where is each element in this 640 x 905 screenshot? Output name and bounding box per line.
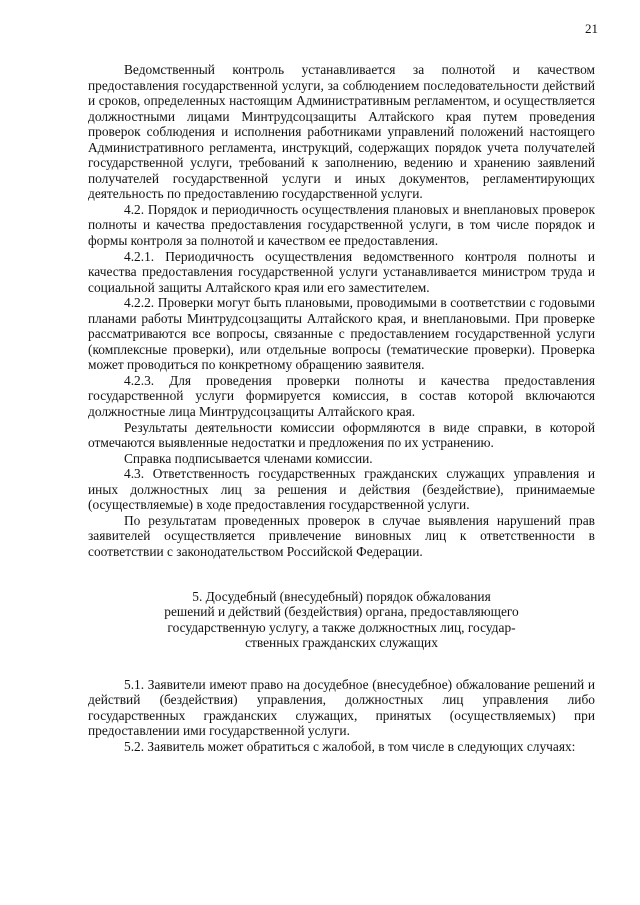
section-title-line: ственных гражданских служащих bbox=[245, 635, 438, 651]
paragraph-4-2-2: 4.2.2. Проверки могут быть плановыми, проводимыми в соответствии с годовыми планами работы Минтрудсоцзащиты Алтайского края, и внеплановыми. При проверке рассматриваются все вопросы, связанные с предоставлением государственной услуги (комплексные проверки), или отдельные вопросы (тематические проверки). Проверка может проводиться по конкретному обращению заявителя. bbox=[88, 295, 595, 373]
paragraph-4-2-3: 4.2.3. Для проведения проверки полноты и качества предоставления государственной услуги формируется комиссия, в состав которой включаются должностные лица Минтрудсоцзащиты Алтайского края. bbox=[88, 372, 595, 420]
paragraph-4-3: 4.3. Ответственность государственных гражданских служащих управления и иных должностных лиц за решения и действия (бездействие), принимаемые (осуществляемые) в ходе предоставления государственной услуги. bbox=[88, 466, 595, 513]
paragraph-commission-results: Результаты деятельности комиссии оформляются в виде справки, в которой отмечаются выявленные недостатки и предложения по их устранению. bbox=[88, 419, 595, 451]
paragraph-departmental-control: Ведомственный контроль устанавливается за полнотой и качеством предоставления государственной услуги, за соблюдением последовательности действий и сроков, определенных настоящим Административным регламентом, и осуществляется должностными лицами Минтрудсоцзащиты Алтайского края путем проведения проверок соблюдения и исполнения работниками управлений положений настоящего Административного регламента, инструкций, содержащих порядок учета получателей государственной услуги, требований к заполнению, ведению и хранению заявлений получателей государственной услуги и иных документов, регламентирующих деятельность по предоставлению государственной услуги. bbox=[88, 62, 595, 202]
section-title-line: государственную услугу, а также должностных лиц, государ- bbox=[167, 619, 516, 635]
section-5-title bbox=[88, 589, 595, 651]
paragraph-5-1: 5.1. Заявители имеют право на досудебное (внесудебное) обжалование решений и действий (бездействия) управления, должностных лиц управления либо государственных гражданских служащих, принятых (осуществляемых) при предоставлении ими государственной услуги. bbox=[88, 676, 595, 739]
section-title-line: 5. Досудебный (внесудебный) порядок обжалования bbox=[192, 588, 491, 604]
page-number: 21 bbox=[585, 21, 598, 36]
paragraph-4-2: 4.2. Порядок и периодичность осуществления плановых и внеплановых проверок полноты и качества предоставления государственной услуги, в том числе порядок и формы контроля за полнотой и качеством ее предоставления. bbox=[88, 201, 595, 249]
document-body bbox=[88, 62, 595, 754]
paragraph-4-2-1: 4.2.1. Периодичность осуществления ведомственного контроля полноты и качества предоставления государственной услуги устанавливается министром труда и социальной защиты Алтайского края или его заместителем. bbox=[88, 248, 595, 295]
paragraph-inspection-results: По результатам проведенных проверок в случае выявления нарушений прав заявителей осуществляется привлечение виновных лиц к ответственности в соответствии с законодательством Российской Федерации. bbox=[88, 512, 595, 559]
paragraph-5-2: 5.2. Заявитель может обратиться с жалобой, в том числе в следующих случаях: bbox=[124, 738, 576, 754]
paragraph-certificate-signed: Справка подписывается членами комиссии. bbox=[124, 450, 373, 466]
section-title-line: решений и действий (бездействия) органа, предоставляющего bbox=[164, 604, 519, 620]
